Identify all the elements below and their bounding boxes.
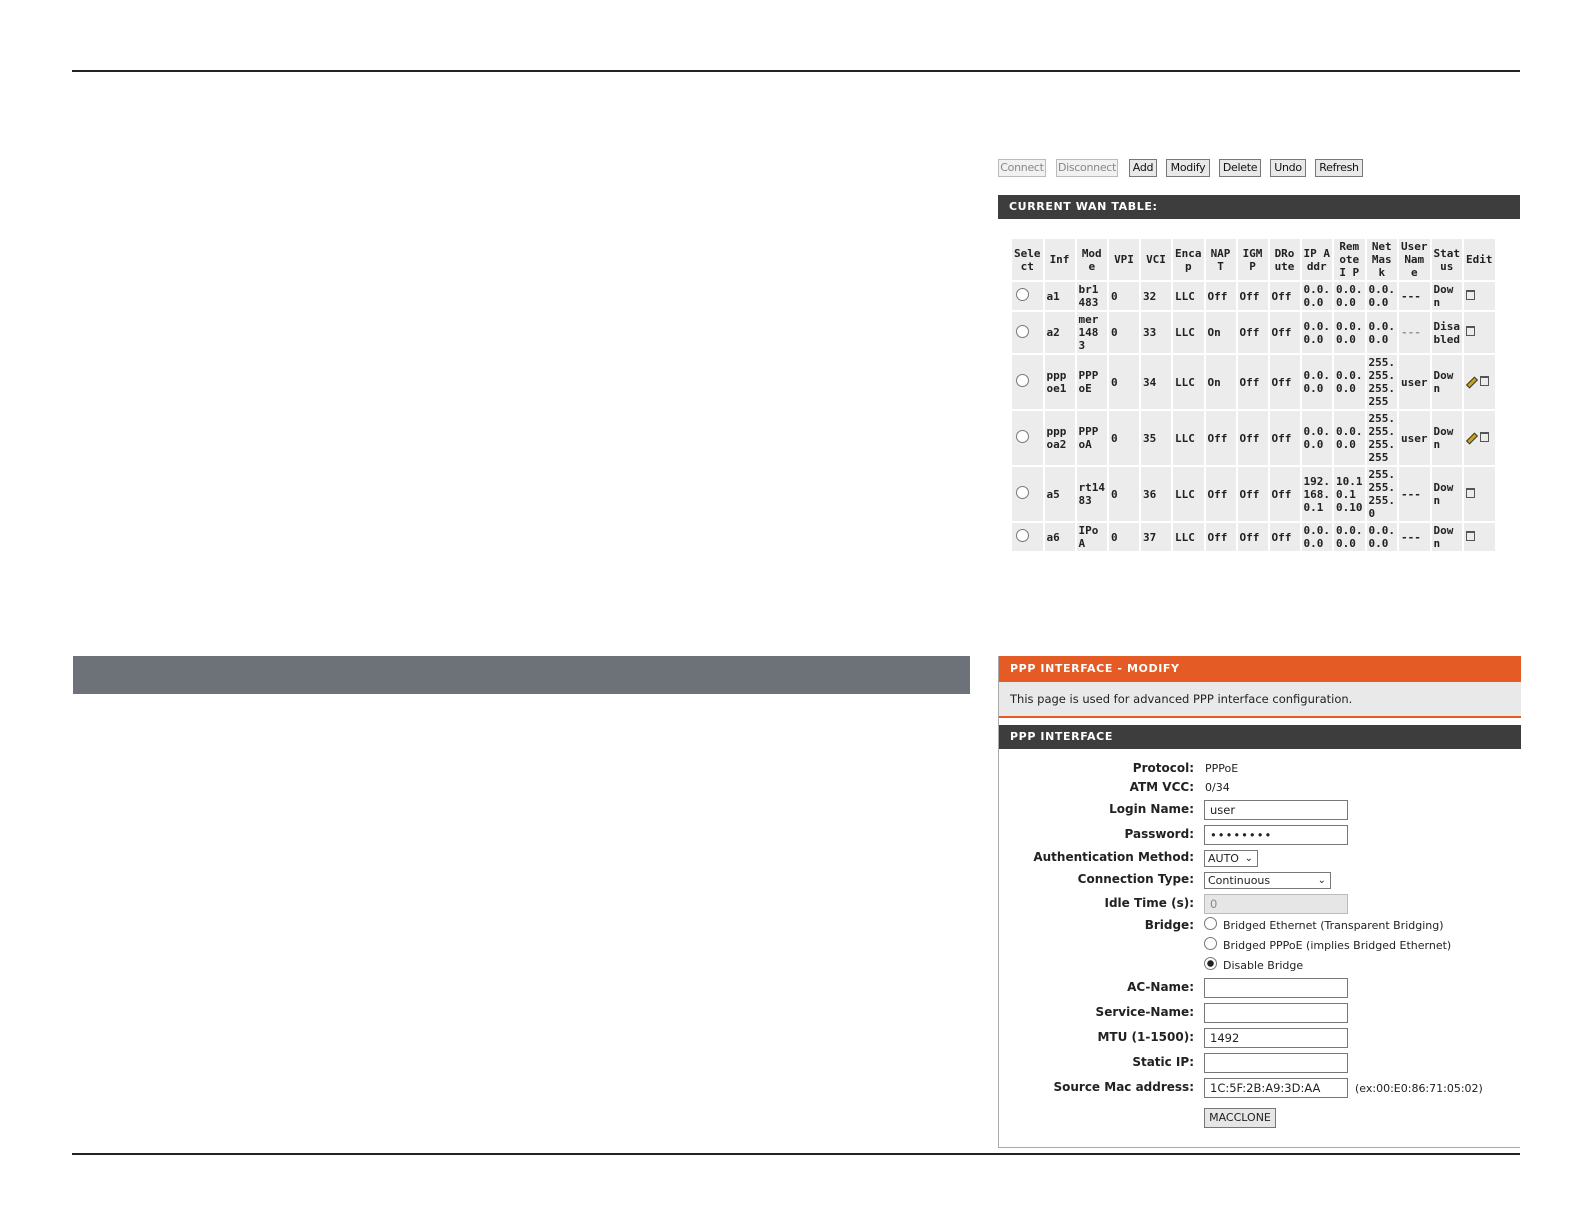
row-select-radio[interactable] <box>1016 374 1029 387</box>
auth-method-select[interactable] <box>1204 850 1258 867</box>
cell-igmp: Off <box>1238 523 1268 551</box>
modify-button[interactable]: Modify <box>1166 159 1210 177</box>
bridge-option-label: Disable Bridge <box>1223 959 1304 972</box>
login-name-input[interactable]: user <box>1204 800 1348 820</box>
col-vpi: VPI <box>1109 239 1139 280</box>
cell-status: Dow n <box>1432 411 1463 465</box>
service-name-label: Service-Name: <box>1095 1005 1194 1019</box>
chevron-down-icon: ⌄ <box>1317 875 1326 886</box>
top-rule <box>72 70 1520 72</box>
col-encap: Enca p <box>1173 239 1204 280</box>
cell-napt: Off <box>1206 282 1236 310</box>
table-row <box>1012 523 1495 551</box>
trash-icon[interactable] <box>1466 531 1475 541</box>
cell-igmp: Off <box>1238 411 1268 465</box>
cell-status: Dow n <box>1432 282 1463 310</box>
mtu-label: MTU (1-1500): <box>1097 1030 1194 1044</box>
col-username: User Nam e <box>1401 240 1428 279</box>
cell-napt: On <box>1206 355 1236 409</box>
cell-ipaddr: 0.0. 0.0 <box>1302 312 1333 353</box>
cell-droute: Off <box>1270 411 1300 465</box>
col-ipaddr: IP A ddr <box>1302 239 1333 280</box>
cell-ipaddr: 192. 168. 0.1 <box>1302 467 1333 521</box>
col-select: Sele ct <box>1012 239 1043 280</box>
cell-ipaddr: 0.0. 0.0 <box>1303 524 1330 550</box>
bridge-option-label: Bridged PPPoE (implies Bridged Ethernet) <box>1223 939 1452 952</box>
radio-button-selected[interactable] <box>1204 957 1217 970</box>
cell-netmask: 0.0. 0.0 <box>1367 312 1398 353</box>
cell-username: --- <box>1399 523 1430 551</box>
cell-mode: PPP oA <box>1077 411 1108 465</box>
cell-remote-ip: 0.0. 0.0 <box>1336 283 1363 309</box>
mtu-input[interactable]: 1492 <box>1204 1028 1348 1048</box>
wan-table-header <box>1012 239 1495 280</box>
cell-vpi: 0 <box>1109 312 1139 353</box>
auth-method-label: Authentication Method: <box>1033 850 1194 864</box>
cell-droute: Off <box>1270 523 1300 551</box>
chevron-down-icon: ⌄ <box>1244 853 1253 864</box>
cell-vci: 36 <box>1141 467 1171 521</box>
mac-example-text: (ex:00:E0:86:71:05:02) <box>1355 1082 1483 1095</box>
cell-status: Dow n <box>1432 523 1463 551</box>
table-row <box>1012 467 1495 521</box>
row-select-radio[interactable] <box>1016 529 1029 542</box>
trash-icon[interactable] <box>1466 290 1475 300</box>
cell-droute: Off <box>1270 282 1300 310</box>
cell-igmp: Off <box>1238 282 1268 310</box>
bridge-option-pppoe[interactable] <box>1204 937 1451 952</box>
col-vci: VCI <box>1141 239 1171 280</box>
ac-name-input[interactable] <box>1204 978 1348 998</box>
bridge-option-disable[interactable] <box>1204 957 1303 972</box>
cell-igmp: Off <box>1238 467 1268 521</box>
cell-remote-ip: 10.1 0.1 0.10 <box>1334 467 1365 521</box>
section-bar <box>73 656 970 694</box>
cell-vci: 32 <box>1141 282 1171 310</box>
static-ip-label: Static IP: <box>1132 1055 1194 1069</box>
trash-icon[interactable] <box>1466 326 1475 336</box>
atm-vcc-label: ATM VCC: <box>1129 780 1194 794</box>
protocol-label: Protocol: <box>1132 761 1194 775</box>
bottom-rule <box>72 1153 1520 1155</box>
source-mac-input[interactable]: 1C:5F:2B:A9:3D:AA <box>1204 1078 1348 1098</box>
cell-encap: LLC <box>1173 411 1204 465</box>
ppp-modify-header: PPP INTERFACE - MODIFY <box>999 656 1521 682</box>
pencil-icon[interactable] <box>1466 376 1478 388</box>
cell-username: user <box>1399 355 1430 409</box>
bridge-label: Bridge: <box>1144 918 1194 932</box>
password-label: Password: <box>1124 827 1194 841</box>
cell-droute: Off <box>1270 312 1300 353</box>
cell-igmp: Off <box>1238 355 1268 409</box>
cell-netmask: 255. 255. 255. 255 <box>1368 412 1395 464</box>
wan-table-title: CURRENT WAN TABLE: <box>998 195 1520 219</box>
cell-encap: LLC <box>1173 467 1204 521</box>
cell-username: --- <box>1399 467 1430 521</box>
cell-status: Dow n <box>1432 467 1463 521</box>
cell-mode: IPo A <box>1077 523 1108 551</box>
refresh-button[interactable]: Refresh <box>1315 159 1363 177</box>
cell-vpi: 0 <box>1109 467 1139 521</box>
col-napt: NAP T <box>1206 239 1236 280</box>
cell-remote-ip: 0.0. 0.0 <box>1334 355 1365 409</box>
cell-netmask: 255. 255. 255. 0 <box>1368 468 1395 520</box>
col-netmask: Net Mas k <box>1367 239 1398 280</box>
radio-button[interactable] <box>1204 917 1217 930</box>
login-name-label: Login Name: <box>1109 802 1194 816</box>
cell-encap: LLC <box>1173 523 1204 551</box>
bridge-option-label: Bridged Ethernet (Transparent Bridging) <box>1223 919 1444 932</box>
atm-vcc-value: 0/34 <box>1205 781 1230 794</box>
cell-vci: 33 <box>1141 312 1171 353</box>
cell-ipaddr: 0.0. 0.0 <box>1302 411 1333 465</box>
wan-toolbar <box>998 159 1520 177</box>
table-row <box>1012 411 1495 465</box>
wan-table <box>1010 237 1497 553</box>
wan-panel <box>998 149 1520 597</box>
delete-button[interactable]: Delete <box>1219 159 1261 177</box>
cell-vpi: 0 <box>1109 282 1139 310</box>
cell-encap: LLC <box>1173 355 1204 409</box>
conn-type-value: Continuous <box>1208 874 1271 887</box>
col-droute: DRo ute <box>1270 239 1300 280</box>
col-inf: Inf <box>1045 239 1075 280</box>
source-mac-label: Source Mac address: <box>1053 1080 1194 1094</box>
cell-napt: On <box>1206 312 1236 353</box>
conn-type-label: Connection Type: <box>1077 872 1194 886</box>
trash-icon[interactable] <box>1480 432 1489 442</box>
table-row <box>1012 312 1495 353</box>
cell-inf: ppp oe1 <box>1045 355 1075 409</box>
cell-vci: 35 <box>1141 411 1171 465</box>
cell-droute: Off <box>1270 467 1300 521</box>
cell-vpi: 0 <box>1109 411 1139 465</box>
row-select-radio[interactable] <box>1016 325 1029 338</box>
cell-remote-ip: 0.0. 0.0 <box>1336 524 1363 550</box>
static-ip-input[interactable] <box>1204 1053 1348 1073</box>
cell-encap: LLC <box>1173 312 1204 353</box>
disconnect-button[interactable]: Disconnect <box>1056 159 1118 177</box>
ppp-section-title: PPP INTERFACE <box>999 725 1521 749</box>
cell-username: user <box>1399 411 1430 465</box>
cell-username: --- <box>1399 312 1430 353</box>
add-button[interactable]: Add <box>1129 159 1157 177</box>
cell-napt: Off <box>1206 467 1236 521</box>
col-remote-ip: Rem ote I P <box>1334 239 1365 280</box>
connect-button[interactable]: Connect <box>998 159 1046 177</box>
trash-icon[interactable] <box>1480 376 1489 386</box>
row-select-radio[interactable] <box>1016 288 1029 301</box>
cell-remote-ip: 0.0. 0.0 <box>1334 411 1365 465</box>
cell-vci: 34 <box>1141 355 1171 409</box>
cell-droute: Off <box>1270 355 1300 409</box>
cell-napt: Off <box>1206 523 1236 551</box>
cell-mode: br1 483 <box>1077 282 1108 310</box>
auth-method-value: AUTO <box>1208 852 1239 865</box>
cell-inf: ppp oa2 <box>1045 411 1075 465</box>
row-select-radio[interactable] <box>1016 486 1029 499</box>
service-name-input[interactable] <box>1204 1003 1348 1023</box>
table-row <box>1012 282 1495 310</box>
cell-remote-ip: 0.0. 0.0 <box>1334 312 1365 353</box>
col-igmp: IGM P <box>1238 239 1268 280</box>
cell-igmp: Off <box>1238 312 1268 353</box>
cell-netmask: 0.0. 0.0 <box>1368 283 1395 309</box>
protocol-value: PPPoE <box>1205 762 1239 775</box>
cell-ipaddr: 0.0. 0.0 <box>1303 283 1330 309</box>
idle-time-label: Idle Time (s): <box>1104 896 1194 910</box>
ppp-panel <box>998 656 1520 1148</box>
cell-vci: 37 <box>1141 523 1171 551</box>
radio-button[interactable] <box>1204 937 1217 950</box>
cell-encap: LLC <box>1173 282 1204 310</box>
ac-name-label: AC-Name: <box>1127 980 1194 994</box>
col-mode: Mod e <box>1077 239 1108 280</box>
conn-type-select[interactable] <box>1204 872 1331 889</box>
cell-inf: a5 <box>1045 467 1075 521</box>
password-input[interactable]: •••••••• <box>1204 825 1348 845</box>
cell-mode: PPP oE <box>1077 355 1108 409</box>
cell-username: --- <box>1399 282 1430 310</box>
cell-vpi: 0 <box>1109 523 1139 551</box>
row-select-radio[interactable] <box>1016 430 1029 443</box>
cell-netmask: 255. 255. 255. 255 <box>1368 356 1395 408</box>
table-row <box>1012 355 1495 409</box>
idle-time-input[interactable]: 0 <box>1204 894 1348 914</box>
bridge-option-ethernet[interactable] <box>1204 917 1444 932</box>
cell-inf: a2 <box>1045 312 1075 353</box>
cell-ipaddr: 0.0. 0.0 <box>1302 355 1333 409</box>
cell-mode: rt14 83 <box>1077 467 1108 521</box>
cell-napt: Off <box>1206 411 1236 465</box>
trash-icon[interactable] <box>1466 488 1475 498</box>
pencil-icon[interactable] <box>1466 432 1478 444</box>
cell-netmask: 0.0. 0.0 <box>1368 524 1395 550</box>
cell-inf: a6 <box>1045 523 1075 551</box>
ppp-description: This page is used for advanced PPP interface configuration. <box>999 682 1521 718</box>
cell-mode: mer 148 3 <box>1077 312 1108 353</box>
col-status: Stat us <box>1432 239 1463 280</box>
cell-status: Dow n <box>1432 355 1463 409</box>
col-edit: Edit <box>1464 239 1495 280</box>
cell-vpi: 0 <box>1109 355 1139 409</box>
cell-inf: a1 <box>1045 282 1075 310</box>
macclone-button[interactable]: MACCLONE <box>1204 1108 1276 1128</box>
cell-status: Disa bled <box>1432 312 1463 353</box>
undo-button[interactable]: Undo <box>1270 159 1306 177</box>
